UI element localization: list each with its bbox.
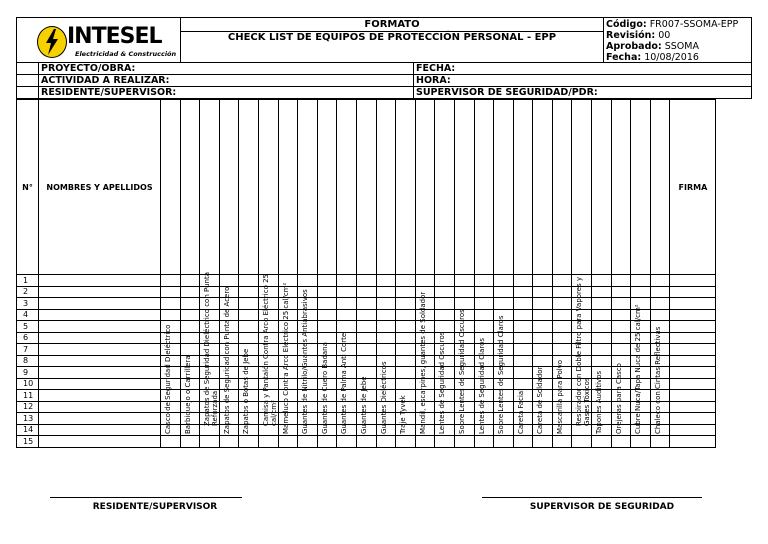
check-cell[interactable] (200, 436, 220, 448)
header-firma: FIRMA (670, 100, 716, 275)
header-epp-label: Orejeras para Casco (614, 363, 623, 434)
name-cell[interactable] (39, 275, 161, 287)
header-epp-label: Careta de Soldador (536, 366, 545, 434)
header-epp-label: Lentes de Seguridad Claros (477, 337, 486, 434)
header-epp-item (337, 100, 357, 434)
check-cell[interactable] (650, 436, 670, 448)
row-number: 1 (17, 275, 39, 287)
firma-cell[interactable] (670, 436, 716, 448)
info-spacer (16, 75, 38, 87)
check-cell[interactable] (180, 436, 200, 448)
row-number: 14 (17, 424, 39, 436)
header-epp-label: Sobre Lentes de Seguridad Oscuros (457, 309, 466, 434)
epp-checklist-table (16, 99, 716, 448)
name-cell[interactable] (39, 378, 161, 390)
signature-label-right: SUPERVISOR DE SEGURIDAD (529, 502, 675, 512)
format-label: FORMATO (181, 18, 603, 32)
header-epp-item (494, 100, 514, 434)
name-cell[interactable] (39, 390, 161, 402)
row-number: 12 (17, 401, 39, 413)
name-cell[interactable] (39, 413, 161, 425)
row-number: 5 (17, 321, 39, 333)
header-epp-label: Lentes de Seguridad Oscuros (438, 331, 447, 434)
header-epp-item (435, 100, 455, 434)
header-epp-label: Guantes de Nitrilo/Guantes Antiabrasivos (301, 289, 310, 434)
document-codes (604, 17, 752, 63)
proyecto-field: PROYECTO/OBRA: (38, 63, 414, 75)
name-cell[interactable] (39, 355, 161, 367)
codigo-label: Código: (606, 19, 647, 30)
logo-tagline: Electricidad & Construcción (75, 50, 177, 58)
name-cell[interactable] (39, 424, 161, 436)
firma-cell[interactable] (670, 378, 716, 390)
row-number: 11 (17, 390, 39, 402)
firma-cell[interactable] (670, 298, 716, 310)
fecha-label: Fecha: (606, 52, 642, 63)
supervisor-field: SUPERVISOR DE SEGURIDAD/PDR: (414, 87, 752, 99)
firma-cell[interactable] (670, 344, 716, 356)
row-number: 2 (17, 286, 39, 298)
row-number: 4 (17, 309, 39, 321)
firma-cell[interactable] (670, 424, 716, 436)
residente-field: RESIDENTE/SUPERVISOR: (38, 87, 414, 99)
header-epp-label: Zapatos de Seguridad Dieléctrico con Punta Reforzada (203, 271, 220, 426)
check-cell[interactable] (454, 436, 474, 448)
info-spacer (16, 63, 38, 75)
check-cell[interactable] (376, 436, 396, 448)
header-epp-label: Guantes de Jebe (359, 376, 368, 434)
header-epp-label: Respirador con Doble Filtro para Vapores y Gases Tóxicos (575, 276, 592, 426)
header-epp-label: Guantes de Palma Anti Corte (340, 332, 349, 434)
name-cell[interactable] (39, 321, 161, 333)
codigo-value: FR007-SSOMA-EPP (649, 19, 739, 30)
header-epp-label: Tapones Auditivos (595, 370, 604, 434)
header-epp-item (278, 100, 298, 434)
check-cell[interactable] (219, 436, 239, 448)
check-cell[interactable] (356, 436, 376, 448)
firma-cell[interactable] (670, 275, 716, 287)
check-cell[interactable] (513, 436, 533, 448)
header-epp-label: Guantes Dieléctricos (379, 361, 388, 434)
firma-cell[interactable] (670, 286, 716, 298)
check-cell[interactable] (494, 436, 514, 448)
header-epp-item (513, 100, 533, 434)
row-number: 3 (17, 298, 39, 310)
revision-label: Revisión: (606, 30, 656, 41)
header-epp-label: Barbiquejo o Carrillera (183, 355, 192, 434)
signature-line-left (50, 497, 242, 498)
signature-line-right (482, 497, 702, 498)
check-cell[interactable] (572, 436, 592, 448)
check-cell[interactable] (258, 436, 278, 448)
check-cell[interactable] (552, 436, 572, 448)
firma-cell[interactable] (670, 413, 716, 425)
table-header-row (17, 100, 716, 275)
header-epp-label: Careta Facial (516, 388, 525, 434)
header-epp-item (631, 100, 651, 434)
header-epp-label: Camisa y Pantalón Contra Arco Eléctrico 25 cal/cm² (261, 274, 278, 426)
firma-cell[interactable] (670, 367, 716, 379)
header-epp-item (650, 100, 670, 434)
row-number: 13 (17, 413, 39, 425)
check-cell[interactable] (592, 436, 612, 448)
document-title: CHECK LIST DE EQUIPOS DE PROTECCIÓN PERSONAL - EPP (227, 32, 557, 43)
fecha-field: FECHA: (414, 63, 752, 75)
header-number: N° (17, 100, 39, 275)
header-epp-item (258, 100, 278, 426)
header-epp-item (239, 100, 259, 434)
aprobado-value: SSOMA (664, 41, 699, 52)
name-cell[interactable] (39, 436, 161, 448)
header-epp-item (180, 100, 200, 434)
row-number: 9 (17, 367, 39, 379)
row-number: 6 (17, 332, 39, 344)
header-epp-label: Sobre Lentes de Seguridad Claros (497, 315, 506, 434)
check-cell[interactable] (396, 436, 416, 448)
header-epp-item (356, 100, 376, 434)
lightning-bolt-icon (37, 26, 67, 58)
header-epp-label: Cubre Nuca/Tapa Nuca de 25 cal/cm² (634, 304, 643, 434)
firma-cell[interactable] (670, 401, 716, 413)
header-epp-item (219, 100, 239, 434)
header-epp-label: Mascarilla para Polvo (555, 359, 564, 434)
hora-field: HORA: (414, 75, 752, 87)
check-cell[interactable] (161, 436, 181, 448)
header-epp-item (474, 100, 494, 434)
header-epp-item (317, 100, 337, 434)
header-epp-item (298, 100, 318, 434)
firma-cell[interactable] (670, 309, 716, 321)
check-cell[interactable] (474, 436, 494, 448)
check-cell[interactable] (631, 436, 651, 448)
name-cell[interactable] (39, 344, 161, 356)
header-epp-item (396, 100, 416, 434)
check-cell[interactable] (239, 436, 259, 448)
row-number: 15 (17, 436, 39, 448)
check-cell[interactable] (415, 436, 435, 448)
header-epp-label: Guantes de Cuero Badana (320, 342, 329, 434)
header-epp-item (572, 100, 592, 426)
header-epp-item (161, 100, 181, 434)
header-epp-label: Zapatos o Botas de Jebe (242, 348, 251, 434)
header-epp-label: Mandil, escarpines, guantes de Soldador (418, 291, 427, 434)
header-epp-label: Chaleco con Cintas Reflectivas (653, 326, 662, 434)
check-cell[interactable] (337, 436, 357, 448)
header-epp-label: Traje Tyvek (399, 395, 408, 434)
row-number: 10 (17, 378, 39, 390)
revision-value: 00 (658, 30, 671, 41)
logo-name: INTESEL (67, 24, 162, 49)
check-cell[interactable] (611, 436, 631, 448)
fecha-value: 10/08/2016 (644, 52, 699, 63)
name-cell[interactable] (39, 401, 161, 413)
actividad-field: ACTIVIDAD A REALIZAR: (38, 75, 414, 87)
header-epp-item (611, 100, 631, 434)
header-epp-label: Mameluco Contra Arco Eléctrico 25 cal/cm² (281, 282, 290, 434)
name-cell[interactable] (39, 298, 161, 310)
firma-cell[interactable] (670, 355, 716, 367)
header-epp-label: Casco de Seguridad Dieléctrico (164, 324, 172, 434)
name-cell[interactable] (39, 286, 161, 298)
check-cell[interactable] (317, 436, 337, 448)
title-block (180, 17, 604, 63)
header-epp-label: Zapatos de Seguridad con Punta de Acero (222, 286, 231, 434)
info-spacer (16, 87, 38, 99)
firma-cell[interactable] (670, 332, 716, 344)
firma-cell[interactable] (670, 390, 716, 402)
header-epp-item (376, 100, 396, 434)
header-epp-item (200, 100, 220, 426)
check-cell[interactable] (533, 436, 553, 448)
signature-label-left: RESIDENTE/SUPERVISOR (92, 502, 218, 512)
name-cell[interactable] (39, 367, 161, 379)
header-epp-item (454, 100, 474, 434)
check-cell[interactable] (278, 436, 298, 448)
header-epp-item (415, 100, 435, 434)
firma-cell[interactable] (670, 321, 716, 333)
name-cell[interactable] (39, 309, 161, 321)
check-cell[interactable] (298, 436, 318, 448)
check-cell[interactable] (435, 436, 455, 448)
logo (16, 17, 180, 63)
header-epp-item (552, 100, 572, 434)
row-number: 7 (17, 344, 39, 356)
header-epp-item (533, 100, 553, 434)
header-names: NOMBRES Y APELLIDOS (39, 100, 161, 275)
aprobado-label: Aprobado: (606, 41, 662, 52)
row-number: 8 (17, 355, 39, 367)
name-cell[interactable] (39, 332, 161, 344)
table-row (17, 436, 716, 448)
header-epp-item (592, 100, 612, 434)
